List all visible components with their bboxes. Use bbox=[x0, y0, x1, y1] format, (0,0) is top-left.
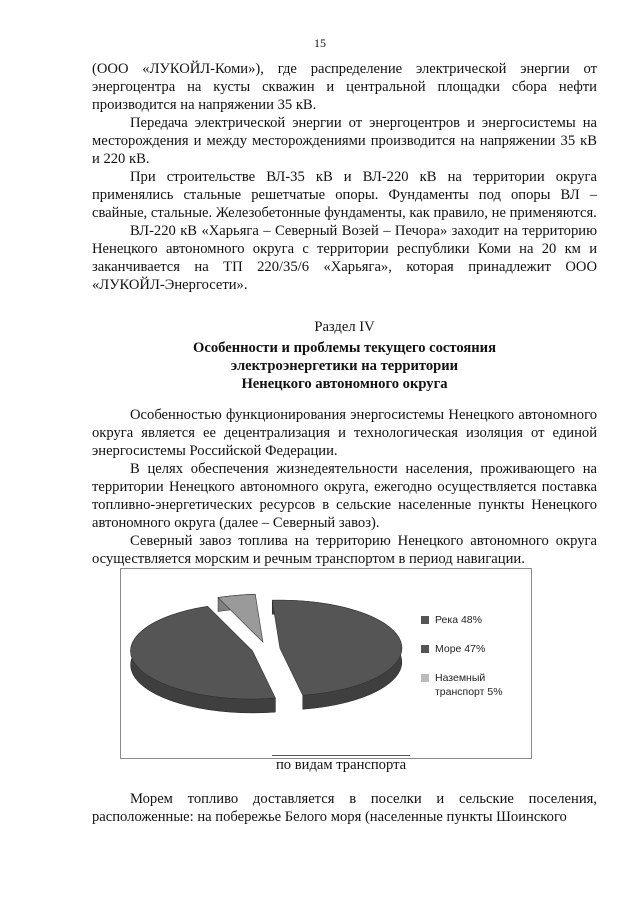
paragraph: Морем топливо доставляется в поселки и сельские поселения, расположенные: на побережье Белого моря (населенные пункты Шоинского bbox=[92, 791, 597, 825]
section-heading bbox=[92, 318, 597, 393]
legend-label: Наземный транспорт 5% bbox=[435, 672, 503, 698]
chart-legend bbox=[421, 613, 531, 716]
paragraph: (ООО «ЛУКОЙЛ-Коми»), где распределение электрической энергии от энергоцентра на кусты скважин и центральной площадки сбора нефти производится на напряжении 35 кВ. bbox=[92, 61, 597, 113]
section-title-line: электроэнергетики на территории bbox=[230, 358, 459, 374]
legend-swatch bbox=[421, 616, 429, 624]
paragraph: Особенностью функционирования энергосистемы Ненецкого автономного округа является ее децентрализация и технологическая изоляция от единой энергосистемы Российской Федерации. bbox=[92, 407, 597, 459]
paragraph: В целях обеспечения жизнедеятельности населения, проживающего на территории Ненецкого автономного округа, ежегодно осуществляется поставка топливно-энергетических ресурсов в сельские населенные пункты Ненецкого автономного округа (далее – Северный завоз). bbox=[92, 461, 597, 531]
paragraph: При строительстве ВЛ-35 кВ и ВЛ-220 кВ на территории округа применялись стальные решетчатые опоры. Фундаменты под опоры ВЛ – свайные, стальные. Железобетонные фундаменты, как правило, не применяются. bbox=[92, 169, 597, 221]
paragraph: Передача электрической энергии от энергоцентров и энергосистемы на месторождения и между месторождениями производится на напряжении 35 кВ и 220 кВ. bbox=[92, 115, 597, 167]
legend-swatch bbox=[421, 674, 429, 682]
legend-label: Река 48% bbox=[435, 614, 482, 626]
body-text-top bbox=[92, 60, 597, 294]
legend-item-river bbox=[421, 613, 531, 629]
section-label: Раздел IV bbox=[314, 319, 375, 335]
section-title-line: Ненецкого автономного округа bbox=[241, 376, 448, 392]
chart-caption: по видам транспорта bbox=[272, 755, 410, 774]
legend-item-sea bbox=[421, 642, 531, 658]
legend-label: Море 47% bbox=[435, 643, 486, 655]
section-title-line: Особенности и проблемы текущего состояния bbox=[193, 340, 496, 356]
body-text-bottom bbox=[92, 790, 597, 826]
paragraph: Северный завоз топлива на территорию Ненецкого автономного округа осуществляется морским и речным транспортом в период навигации. bbox=[92, 533, 597, 567]
page-number: 15 bbox=[314, 36, 326, 50]
pie-chart bbox=[120, 568, 532, 759]
paragraph: ВЛ-220 кВ «Харьяга – Северный Возей – Печора» заходит на территорию Ненецкого автономного округа с территории республики Коми на 20 км и заканчивается на ТП 220/35/6 «Харьяга», которая принадлежит ООО «ЛУКОЙЛ-Энергосети». bbox=[92, 223, 597, 293]
body-text-mid bbox=[92, 406, 597, 568]
legend-item-land bbox=[421, 671, 531, 703]
legend-swatch bbox=[421, 645, 429, 653]
